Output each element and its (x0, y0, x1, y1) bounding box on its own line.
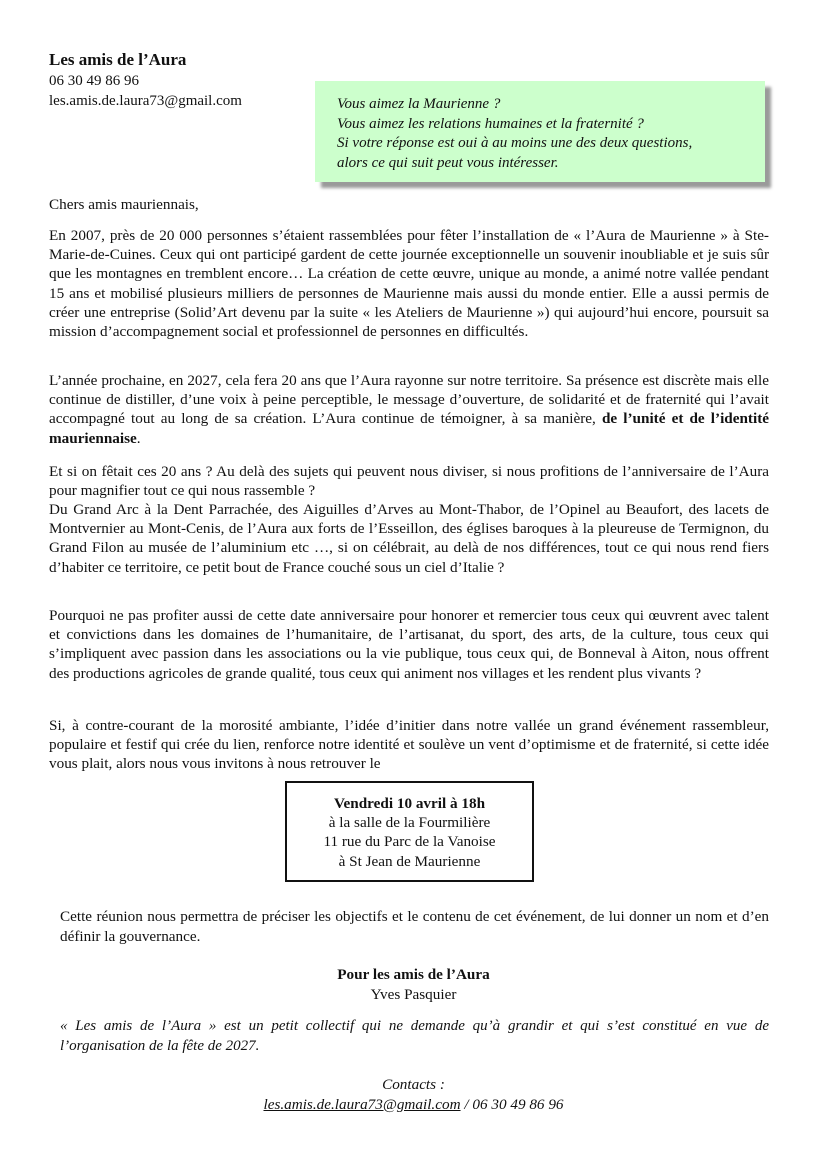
signature-name: Yves Pasquier (370, 985, 457, 1003)
callout-line: alors ce qui suit peut vous intéresser. (337, 154, 559, 171)
contacts-line (0, 1095, 827, 1115)
sender-phone: 06 30 49 86 96 (49, 73, 139, 89)
anniversary-end: . (136, 429, 141, 447)
event-address: 11 rue du Parc de la Vanoise (323, 833, 496, 851)
contacts-label: Contacts : (382, 1076, 445, 1093)
signature-block (0, 965, 827, 1004)
sender-email: les.amis.de.laura73@gmail.com (49, 93, 242, 109)
collective-note: « Les amis de l’Aura » est un petit collectif qui ne demande qu’à grandir et qui s’est constitué en vue de l’organisation de la fête de 2027. (60, 1018, 769, 1054)
contacts-block (0, 1075, 827, 1114)
signature-title: Pour les amis de l’Aura (337, 966, 490, 983)
greeting: Chers amis mauriennais, (49, 196, 199, 213)
paragraph-celebration-question: Et si on fêtait ces 20 ans ? Au delà des sujets qui peuvent nous diviser, si nous profitions de l’anniversaire de l’Aura pour magnifier tout ce qui nous rassemble ? (49, 463, 769, 500)
paragraph-anniversary (49, 371, 769, 448)
paragraph-honor: Pourquoi ne pas profiter aussi de cette date anniversaire pour honorer et remercier tous ceux qui œuvrent avec talent et convictions dans les domaines de l’humanitaire, de l’artisanat, du sport, des arts, de la culture, tous ceux qui s’impliquent avec passion dans les associations ou la vie publique, tous ceux qui, de Bonneval à Aiton, nous offrent des productions agricoles de grande qualité, tous ceux qui animent nos villages et les rendent plus vivants ? (49, 607, 769, 682)
intro-callout-box (315, 81, 765, 182)
anniversary-bold-text: de l’unité et de l’identité mauriennaise (49, 410, 769, 447)
callout-line: Vous aimez la Maurienne ? (337, 96, 501, 112)
paragraph-landmarks: Du Grand Arc à la Dent Parrachée, des Aiguilles d’Arves au Mont-Thabor, de l’Opinel au Beaufort, des lacets de Montvernier au Mont-Cenis, de l’Aura aux forts de l’Esseillon, des églises baroques à la pleureuse de Termignon, du Grand Filon au musée de l’aluminium etc …, si on célébrait, au delà de nos différences, tout ce qui nous rend fiers d’habiter ce territoire, ce petit bout de France couché sous un ciel d’Italie ? (49, 501, 769, 576)
event-box (285, 781, 534, 882)
callout-line: Si votre réponse est oui à au moins une des deux questions, (337, 135, 693, 151)
anniversary-text: L’année prochaine, en 2027, cela fera 20 ans que l’Aura rayonne sur notre territoire. Sa présence est discrète mais elle continue de distiller, d’une voix à peine perceptible, le message d’ouverture, de solidarité et de fraternité qui l’avait accompagné tout au long de sa création. L’Aura continue de témoigner, à sa manière, (49, 372, 769, 428)
paragraph-closing: Cette réunion nous permettra de préciser les objectifs et le contenu de cet événement, de lui donner un nom et d’en définir la gouvernance. (60, 908, 769, 945)
sender-block (49, 49, 242, 111)
paragraph-history: En 2007, près de 20 000 personnes s’étaient rassemblées pour fêter l’installation de « l’Aura de Maurienne » à Ste-Marie-de-Cuines. Ceux qui ont participé gardent de cette journée exceptionnelle un souvenir inoubliable et je suis sûr que les montagnes en tremblent encore… La création de cette œuvre, unique au monde, a animé notre vallée pendant 15 ans et mobilisé plusieurs milliers de personnes de Maurienne mais aussi du monde entier. Elle a aussi permis de créer une entreprise (Solid’Art devenu par la suite « les Ateliers de Maurienne ») qui aujourd’hui encore, poursuit sa mission d’accompagnement social et professionnel de personnes en difficultés. (49, 227, 769, 341)
event-date: Vendredi 10 avril à 18h (333, 795, 486, 812)
callout-line: Vous aimez les relations humaines et la fraternité ? (337, 115, 644, 132)
sender-name: Les amis de l’Aura (49, 50, 187, 69)
contact-email-link[interactable]: les.amis.de.laura73@gmail.com (263, 1095, 461, 1113)
contact-separator: / (460, 1095, 473, 1113)
paragraph-invitation: Si, à contre-courant de la morosité ambiante, l’idée d’initier dans notre vallée un grand événement rassembleur, populaire et festif qui crée du lien, renforce notre identité et soulève un vent d’optimisme et de fraternité, si cette idée vous plait, alors nous vous invitons à nous retrouver le (49, 717, 769, 773)
event-city: à St Jean de Maurienne (338, 852, 481, 870)
event-venue: à la salle de la Fourmilière (328, 814, 491, 832)
contact-phone: 06 30 49 86 96 (472, 1095, 564, 1113)
